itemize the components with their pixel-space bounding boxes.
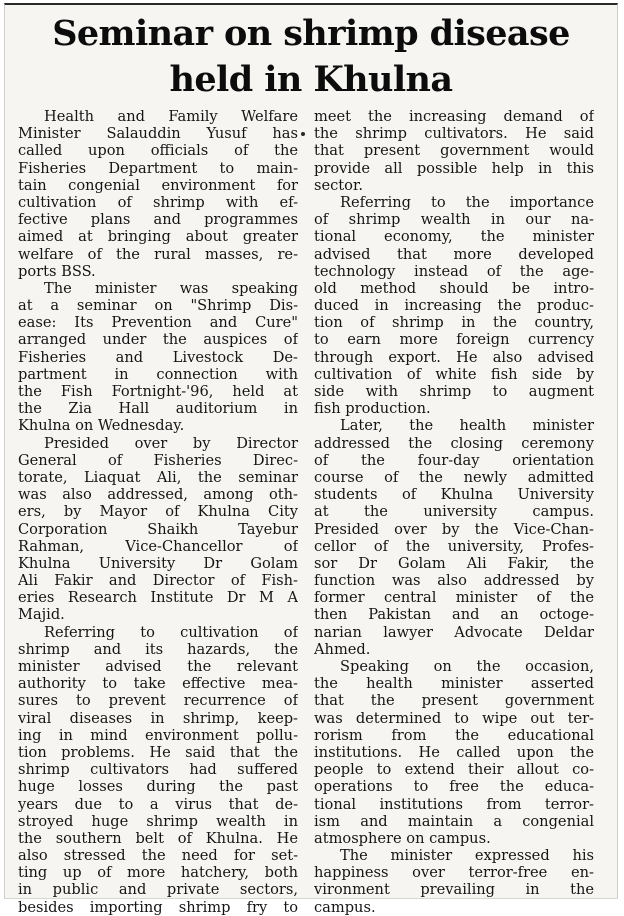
text-line: duced in increasing the produc-	[314, 297, 594, 315]
text-line: addressed the closing ceremony	[314, 434, 594, 452]
text-line: the shrimp cultivators. He said	[314, 125, 594, 143]
text-line: General of Fisheries Direc-	[18, 451, 298, 469]
text-line: to earn more foreign currency	[314, 331, 594, 349]
text-line: atmosphere on campus.	[314, 829, 491, 847]
text-line: the health minister asserted	[314, 675, 594, 693]
text-line: fish production.	[314, 400, 431, 418]
text-line: side with shrimp to augment	[314, 383, 594, 400]
text-line: years due to a virus that de-	[18, 795, 298, 813]
text-line: viral diseases in shrimp, keep-	[18, 709, 298, 727]
text-line: Ali Fakir and Director of Fish-	[18, 572, 298, 590]
text-line: the southern belt of Khulna. He	[18, 829, 298, 847]
headline-line: held in Khulna	[169, 59, 453, 100]
text-line: function was also addressed by	[314, 572, 594, 590]
text-line: operations to free the educa-	[314, 778, 594, 796]
text-line: minister advised the relevant	[18, 658, 298, 675]
text-line: people to extend their allout co-	[314, 761, 594, 779]
text-line: Referring to the importance	[340, 193, 594, 211]
text-line: that present government would	[314, 142, 594, 160]
article-body	[5, 108, 617, 916]
text-line: arranged under the auspices of	[18, 331, 298, 349]
text-line: cultivation of shrimp with ef-	[18, 193, 298, 211]
text-line: through export. He also advised	[314, 348, 594, 366]
text-line: Health and Family Welfare	[44, 108, 298, 125]
text-line: partment in connection with	[18, 365, 298, 383]
text-line: tional institutions from terror-	[314, 795, 594, 813]
text-line: Rahman, Vice-Chancellor of	[18, 537, 298, 555]
text-line: Minister Salauddin Yusuf has	[18, 125, 298, 143]
text-line: course of the newly admitted	[314, 468, 594, 486]
text-line: also stressed the need for set-	[18, 847, 298, 865]
text-line: technology instead of the age-	[314, 262, 594, 280]
text-line: besides importing shrimp fry to	[18, 898, 298, 916]
text-line: was also addressed, among oth-	[18, 486, 298, 504]
text-line: huge losses during the past	[18, 778, 298, 796]
text-line: vironment prevailing in the	[314, 881, 594, 899]
text-line: tion problems. He said that the	[18, 743, 298, 761]
text-line: meet the increasing demand of	[314, 108, 594, 125]
text-line: The minister was speaking	[44, 279, 298, 297]
text-line: shrimp cultivators had suffered	[18, 761, 298, 779]
text-line: provide all possible help in this	[314, 159, 594, 177]
text-line: welfare of the rural masses, re-	[18, 245, 298, 263]
text-line: Presided over by the Vice-Chan-	[314, 520, 594, 538]
text-line: ing in mind environment pollu-	[18, 726, 298, 744]
text-line: called upon officials of the	[18, 142, 298, 160]
text-line: Fisheries and Livestock De-	[18, 348, 298, 366]
text-line: rorism from the educational	[314, 726, 594, 744]
headline-line: Seminar on shrimp disease	[52, 13, 570, 54]
text-line: shrimp and its hazards, the	[18, 640, 298, 658]
text-line: Fisheries Department to main-	[18, 159, 298, 177]
text-line: of shrimp wealth in our na-	[314, 211, 594, 229]
text-line: Presided over by Director	[44, 434, 298, 452]
text-line: Ahmed.	[314, 640, 371, 658]
text-line: tional economy, the minister	[314, 228, 594, 246]
text-line: institutions. He called upon the	[314, 743, 594, 761]
text-line: eries Research Institute Dr M A	[18, 589, 298, 607]
text-line: old method should be intro-	[314, 279, 594, 297]
text-line: tain congenial environment for	[18, 176, 298, 194]
text-line: sor Dr Golam Ali Fakir, the	[314, 554, 594, 572]
text-line: advised that more developed	[314, 245, 594, 263]
text-line: sures to prevent recurrence of	[18, 692, 298, 710]
text-line: stroyed huge shrimp wealth in	[18, 812, 298, 830]
text-line: fective plans and programmes	[18, 211, 298, 229]
text-line: of the four-day orientation	[314, 451, 594, 469]
column-gutter-mark	[301, 132, 305, 136]
text-line: authority to take effective mea-	[18, 675, 298, 693]
text-line: Speaking on the occasion,	[340, 658, 594, 675]
text-line: campus.	[314, 898, 376, 916]
text-line: the Fish Fortnight-'96, held at	[18, 383, 298, 400]
text-line: ting up of more hatchery, both	[18, 864, 298, 882]
text-line: tion of shrimp in the country,	[314, 314, 594, 332]
text-line: that the present government	[314, 692, 594, 710]
text-line: The minister expressed his	[340, 847, 594, 865]
text-line: ism and maintain a congenial	[314, 812, 594, 830]
text-line: cellor of the university, Profes-	[314, 537, 594, 555]
text-line: ports BSS.	[18, 262, 96, 280]
text-line: Corporation Shaikh Tayebur	[18, 520, 298, 538]
newspaper-clipping	[4, 3, 618, 916]
text-line: the Zia Hall auditorium in	[18, 400, 298, 418]
text-line: Referring to cultivation of	[44, 623, 298, 641]
text-line: Khulna University Dr Golam	[18, 554, 298, 572]
text-line: students of Khulna University	[314, 486, 594, 504]
text-line: cultivation of white fish side by	[314, 365, 594, 383]
text-line: narian lawyer Advocate Deldar	[314, 623, 594, 641]
text-line: Majid.	[18, 606, 65, 624]
text-line: Later, the health minister	[340, 417, 594, 435]
text-line: sector.	[314, 176, 363, 194]
text-line: at a seminar on "Shrimp Dis-	[18, 297, 298, 315]
text-line: Khulna on Wednesday.	[18, 417, 185, 435]
text-line: aimed at bringing about greater	[18, 228, 298, 246]
text-line: in public and private sectors,	[18, 881, 298, 899]
text-line: was determined to wipe out ter-	[314, 709, 594, 727]
headline	[5, 5, 617, 103]
text-line: at the university campus.	[314, 503, 594, 521]
text-line: ers, by Mayor of Khulna City	[18, 503, 298, 521]
text-line: happiness over terror-free en-	[314, 864, 594, 882]
right-column	[314, 108, 594, 916]
text-line: then Pakistan and an octoge-	[314, 606, 594, 624]
left-column	[18, 108, 298, 916]
text-line: ease: Its Prevention and Cure"	[18, 314, 298, 332]
text-line: torate, Liaquat Ali, the seminar	[18, 468, 298, 486]
text-line: former central minister of the	[314, 589, 594, 607]
